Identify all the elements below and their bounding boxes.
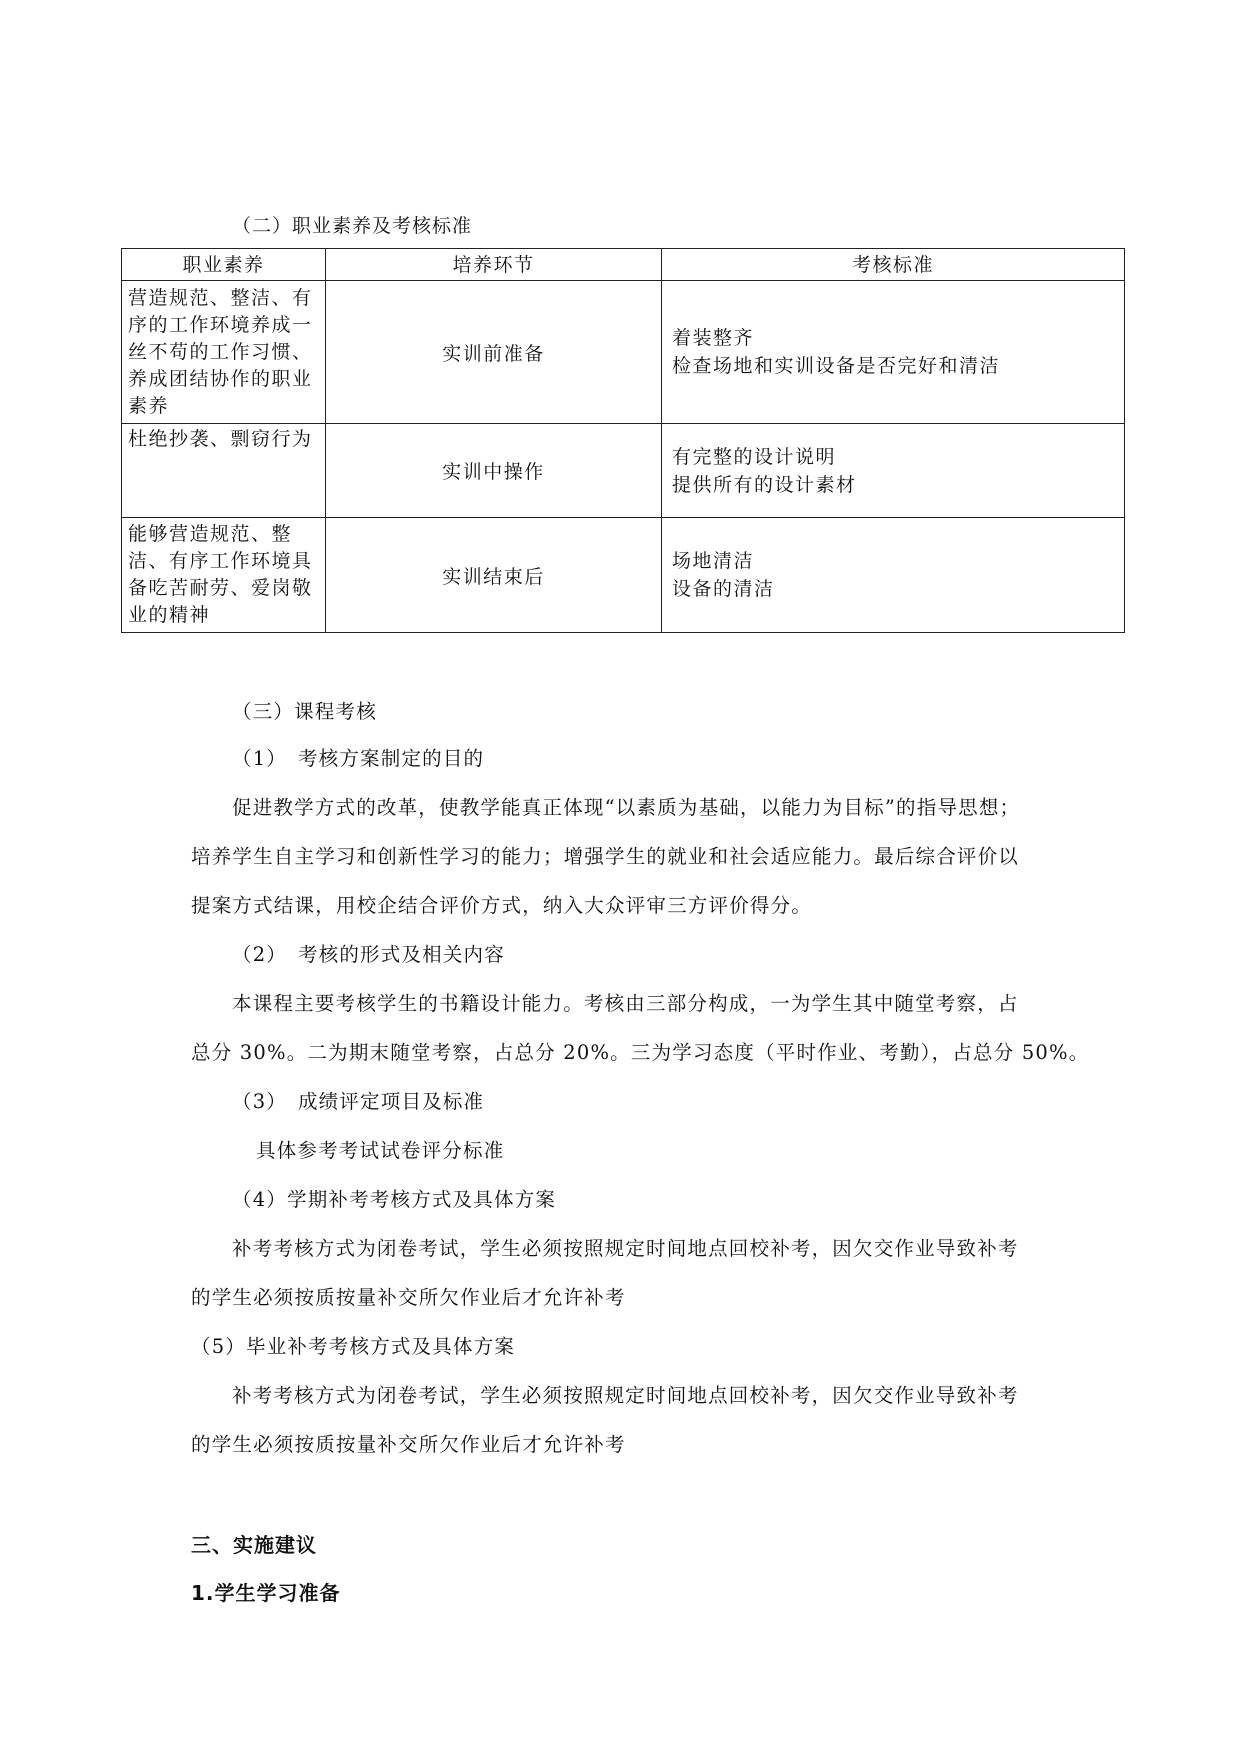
- header-standard: 考核标准: [662, 249, 1125, 281]
- item-2-heading: （2） 考核的形式及相关内容: [232, 943, 505, 966]
- standard-line: 检查场地和实训设备是否完好和清洁: [672, 355, 1001, 377]
- paragraph-line: 培养学生自主学习和创新性学习的能力；增强学生的就业和社会适应能力。最后综合评价以: [191, 845, 1020, 868]
- standard-cell: [662, 518, 1125, 633]
- item-5-heading: （5）毕业补考考核方式及具体方案: [191, 1335, 516, 1358]
- paragraph-line: 具体参考考试试卷评分标准: [256, 1139, 505, 1162]
- item-4-heading: （4）学期补考考核方式及具体方案: [232, 1188, 557, 1211]
- subsection-1-heading: 1.学生学习准备: [191, 1581, 341, 1605]
- quality-cell: 营造规范、整洁、有序的工作环境养成一丝不苟的工作习惯、养成团结协作的职业素养: [122, 281, 326, 424]
- section-2-heading: （二）职业素养及考核标准: [232, 215, 473, 237]
- standard-line: 有完整的设计说明: [672, 445, 837, 468]
- table-row: [122, 281, 1125, 424]
- table-row: [122, 518, 1125, 633]
- paragraph-line: 补考考核方式为闭卷考试，学生必须按照规定时间地点回校补考，因欠交作业导致补考: [232, 1237, 1019, 1260]
- stage-cell: 实训前准备: [326, 281, 662, 424]
- standard-cell: [662, 424, 1125, 518]
- quality-cell: 能够营造规范、整洁、有序工作环境具备吃苦耐劳、爱岗敬业的精神: [122, 518, 326, 633]
- standard-line: 着装整齐: [672, 327, 755, 349]
- standard-line: 场地清洁: [672, 550, 755, 572]
- paragraph-line: 本课程主要考核学生的书籍设计能力。考核由三部分构成，一为学生其中随堂考察，占: [232, 992, 1019, 1015]
- standard-line: 设备的清洁: [672, 578, 775, 600]
- section-3-heading: （三）课程考核: [232, 700, 377, 723]
- quality-standards-table: [121, 248, 1125, 633]
- item-3-heading: （3） 成绩评定项目及标准: [232, 1090, 485, 1113]
- paragraph-line: 的学生必须按质按量补交所欠作业后才允许补考: [191, 1433, 626, 1456]
- paragraph-line: 促进教学方式的改革，使教学能真正体现“以素质为基础，以能力为目标”的指导思想；: [232, 796, 1021, 819]
- header-stage: 培养环节: [326, 249, 662, 281]
- standard-line: 提供所有的设计素材: [672, 473, 857, 496]
- stage-cell: 实训中操作: [326, 424, 662, 518]
- paragraph-line: 总分 30%。二为期末随堂考察，占总分 20%。三为学习态度（平时作业、考勤），占总分 50%。: [191, 1041, 1090, 1064]
- item-1-heading: （1） 考核方案制定的目的: [232, 747, 485, 770]
- paragraph-line: 补考考核方式为闭卷考试，学生必须按照规定时间地点回校补考，因欠交作业导致补考: [232, 1384, 1019, 1407]
- table-header-row: [122, 249, 1125, 281]
- paragraph-line: 的学生必须按质按量补交所欠作业后才允许补考: [191, 1286, 626, 1309]
- header-quality: 职业素养: [122, 249, 326, 281]
- standard-cell: [662, 281, 1125, 424]
- part-3-heading: 三、实施建议: [191, 1533, 317, 1557]
- table-row: [122, 424, 1125, 518]
- paragraph-line: 提案方式结课，用校企结合评价方式，纳入大众评审三方评价得分。: [191, 894, 813, 917]
- stage-cell: 实训结束后: [326, 518, 662, 633]
- quality-cell: 杜绝抄袭、剽窃行为: [122, 424, 326, 518]
